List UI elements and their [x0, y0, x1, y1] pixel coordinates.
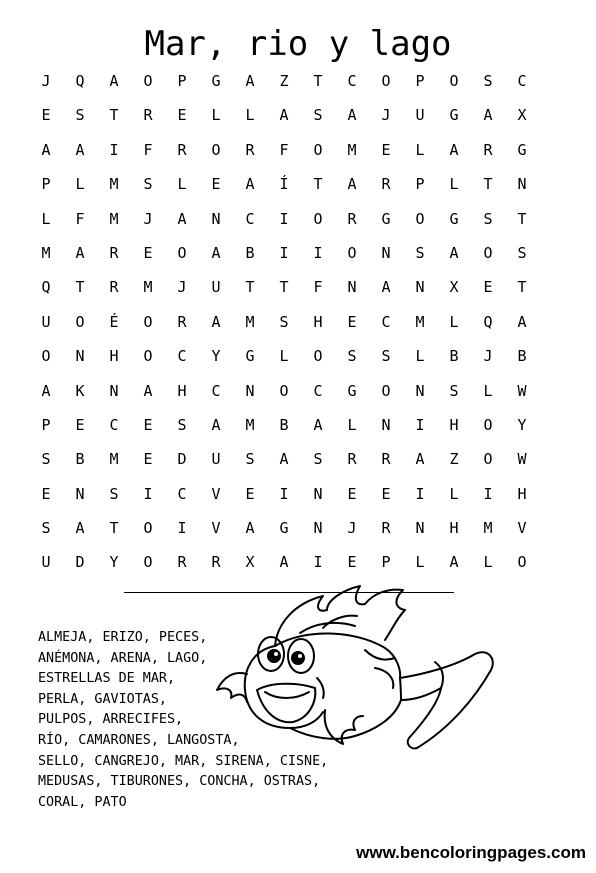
- grid-letter: U: [211, 278, 221, 297]
- grid-letter: T: [517, 209, 527, 228]
- grid-letter: L: [415, 347, 425, 366]
- grid-letter: O: [143, 519, 153, 538]
- grid-letter: Q: [483, 312, 493, 331]
- grid-letter: M: [245, 312, 255, 331]
- grid-letter: P: [415, 72, 425, 90]
- word-list-line: MEDUSAS, TIBURONES, CONCHA, OSTRAS,: [38, 774, 321, 790]
- grid-letter: T: [517, 278, 527, 297]
- word-list-line: RÍO, CAMARONES, LANGOSTA,: [38, 732, 240, 748]
- grid-letter: F: [313, 278, 323, 297]
- grid-letter: C: [177, 347, 187, 366]
- grid-letter: O: [347, 243, 357, 262]
- grid-letter: M: [415, 312, 425, 331]
- grid-letter: N: [109, 381, 119, 400]
- grid-letter: R: [347, 209, 357, 228]
- grid-letter: E: [75, 415, 85, 434]
- grid-letter: L: [41, 209, 51, 228]
- grid-letter: O: [313, 347, 323, 366]
- grid-letter: E: [245, 484, 255, 503]
- grid-letter: I: [279, 209, 289, 228]
- grid-letter: B: [75, 450, 85, 469]
- grid-letter: H: [313, 312, 323, 331]
- grid-letter: A: [177, 209, 187, 228]
- grid-letter: N: [415, 278, 425, 297]
- grid-letter: F: [279, 140, 289, 159]
- grid-letter: E: [41, 106, 51, 125]
- grid-letter: H: [449, 415, 459, 434]
- grid-letter: A: [211, 243, 221, 262]
- grid-letter: A: [143, 381, 153, 400]
- grid-letter: T: [75, 278, 85, 297]
- grid-letter: N: [415, 519, 425, 538]
- grid-letter: R: [381, 450, 391, 469]
- grid-letter: A: [279, 450, 289, 469]
- grid-letter: X: [245, 553, 255, 572]
- grid-letter: A: [41, 381, 51, 400]
- grid-letter: A: [483, 106, 493, 125]
- letter-grid: [29, 64, 539, 580]
- grid-letter: R: [177, 140, 187, 159]
- grid-letter: J: [381, 106, 391, 125]
- grid-letter: N: [381, 243, 391, 262]
- grid-letter: A: [517, 312, 527, 331]
- grid-letter: I: [483, 484, 493, 503]
- grid-letter: K: [75, 381, 85, 400]
- grid-letter: T: [279, 278, 289, 297]
- grid-letter: V: [211, 519, 221, 538]
- grid-letter: N: [313, 519, 323, 538]
- footer-url[interactable]: www.bencoloringpages.com: [356, 843, 586, 862]
- word-list-line: SELLO, CANGREJO, MAR, SIRENA, CISNE,: [38, 753, 329, 769]
- grid-letter: A: [41, 140, 51, 159]
- grid-letter: A: [449, 243, 459, 262]
- grid-letter: S: [75, 106, 85, 125]
- grid-letter: R: [177, 553, 187, 572]
- grid-letter: B: [279, 415, 289, 434]
- word-list-line: PULPOS, ARRECIFES,: [38, 712, 184, 728]
- grid-letter: S: [381, 347, 391, 366]
- grid-letter: M: [41, 243, 51, 262]
- grid-letter: A: [313, 415, 323, 434]
- grid-letter: B: [449, 347, 459, 366]
- fish-illustration: [205, 578, 505, 818]
- grid-letter: O: [143, 72, 153, 90]
- word-list-line: CORAL, PATO: [38, 794, 127, 810]
- grid-letter: S: [415, 243, 425, 262]
- grid-letter: V: [211, 484, 221, 503]
- grid-letter: C: [109, 415, 119, 434]
- grid-letter: R: [483, 140, 493, 159]
- grid-letter: I: [313, 243, 323, 262]
- grid-letter: A: [449, 140, 459, 159]
- grid-letter: S: [177, 415, 187, 434]
- grid-letter: O: [211, 140, 221, 159]
- grid-letter: E: [143, 450, 153, 469]
- grid-letter: A: [245, 519, 255, 538]
- grid-letter: E: [347, 484, 357, 503]
- grid-letter: E: [211, 175, 221, 194]
- word-list-line: ALMEJA, ERIZO, PECES,: [38, 630, 208, 645]
- grid-letter: L: [245, 106, 255, 125]
- grid-letter: G: [279, 519, 289, 538]
- grid-letter: M: [109, 450, 119, 469]
- grid-letter: C: [211, 381, 221, 400]
- grid-letter: C: [245, 209, 255, 228]
- grid-letter: G: [347, 381, 357, 400]
- grid-letter: J: [347, 519, 357, 538]
- grid-letter: O: [483, 450, 493, 469]
- grid-letter: E: [347, 312, 357, 331]
- grid-letter: O: [41, 347, 51, 366]
- grid-letter: O: [177, 243, 187, 262]
- grid-letter: A: [109, 72, 119, 90]
- grid-letter: C: [381, 312, 391, 331]
- grid-letter: E: [381, 484, 391, 503]
- grid-letter: M: [347, 140, 357, 159]
- grid-letter: I: [109, 140, 119, 159]
- grid-letter: E: [177, 106, 187, 125]
- grid-letter: S: [347, 347, 357, 366]
- grid-letter: M: [245, 415, 255, 434]
- grid-letter: I: [415, 484, 425, 503]
- grid-letter: E: [143, 415, 153, 434]
- grid-letter: J: [177, 278, 187, 297]
- grid-letter: S: [449, 381, 459, 400]
- grid-letter: O: [75, 312, 85, 331]
- grid-letter: L: [177, 175, 187, 194]
- grid-letter: S: [313, 450, 323, 469]
- grid-letter: E: [143, 243, 153, 262]
- grid-letter: N: [313, 484, 323, 503]
- grid-letter: O: [313, 140, 323, 159]
- grid-letter: C: [313, 381, 323, 400]
- grid-letter: L: [449, 175, 459, 194]
- grid-letter: J: [143, 209, 153, 228]
- grid-letter: O: [381, 381, 391, 400]
- grid-letter: S: [483, 72, 493, 90]
- grid-letter: F: [75, 209, 85, 228]
- grid-letter: W: [517, 450, 527, 469]
- grid-letter: M: [143, 278, 153, 297]
- grid-letter: L: [279, 347, 289, 366]
- grid-letter: R: [347, 450, 357, 469]
- grid-letter: N: [415, 381, 425, 400]
- grid-letter: B: [517, 347, 527, 366]
- page-title: Mar, rio y lago: [144, 24, 452, 64]
- grid-letter: J: [483, 347, 493, 366]
- grid-letter: M: [109, 175, 119, 194]
- grid-letter: O: [279, 381, 289, 400]
- grid-letter: G: [517, 140, 527, 159]
- grid-letter: O: [449, 72, 459, 90]
- grid-letter: I: [415, 415, 425, 434]
- grid-letter: L: [449, 312, 459, 331]
- grid-letter: Y: [211, 347, 221, 366]
- grid-letter: S: [279, 312, 289, 331]
- grid-letter: A: [75, 243, 85, 262]
- grid-letter: R: [109, 243, 119, 262]
- grid-letter: M: [109, 209, 119, 228]
- grid-letter: A: [347, 106, 357, 125]
- grid-letter: É: [109, 312, 119, 331]
- grid-letter: G: [381, 209, 391, 228]
- grid-letter: L: [75, 175, 85, 194]
- grid-letter: R: [177, 312, 187, 331]
- grid-letter: L: [211, 106, 221, 125]
- grid-letter: C: [177, 484, 187, 503]
- grid-letter: D: [75, 553, 85, 572]
- grid-letter: A: [211, 415, 221, 434]
- grid-letter: A: [279, 106, 289, 125]
- grid-letter: Q: [75, 72, 85, 90]
- grid-letter: Y: [517, 415, 527, 434]
- grid-letter: A: [381, 278, 391, 297]
- grid-letter: N: [75, 347, 85, 366]
- grid-letter: Q: [41, 278, 51, 297]
- grid-letter: R: [381, 519, 391, 538]
- grid-letter: D: [177, 450, 187, 469]
- word-list-line: PERLA, GAVIOTAS,: [38, 691, 167, 707]
- grid-letter: H: [177, 381, 187, 400]
- grid-letter: N: [381, 415, 391, 434]
- grid-letter: S: [41, 519, 51, 538]
- grid-letter: R: [109, 278, 119, 297]
- grid-letter: B: [245, 243, 255, 262]
- grid-letter: G: [211, 72, 221, 90]
- grid-letter: A: [449, 553, 459, 572]
- grid-letter: U: [211, 450, 221, 469]
- grid-letter: S: [483, 209, 493, 228]
- grid-letter: S: [245, 450, 255, 469]
- grid-letter: I: [177, 519, 187, 538]
- grid-letter: N: [75, 484, 85, 503]
- grid-letter: Y: [109, 553, 119, 572]
- grid-letter: I: [279, 484, 289, 503]
- grid-letter: M: [483, 519, 493, 538]
- grid-letter: F: [143, 140, 153, 159]
- word-list-line: ESTRELLAS DE MAR,: [38, 671, 176, 687]
- grid-letter: P: [381, 553, 391, 572]
- grid-letter: O: [313, 209, 323, 228]
- grid-letter: O: [143, 347, 153, 366]
- grid-letter: H: [109, 347, 119, 366]
- grid-letter: G: [449, 106, 459, 125]
- grid-letter: X: [449, 278, 459, 297]
- grid-letter: A: [245, 72, 255, 90]
- grid-letter: A: [347, 175, 357, 194]
- grid-letter: A: [211, 312, 221, 331]
- grid-letter: U: [41, 312, 51, 331]
- grid-letter: H: [517, 484, 527, 503]
- grid-letter: Í: [279, 175, 289, 194]
- word-list-line: ANÉMONA, ARENA, LAGO,: [38, 650, 208, 666]
- grid-letter: O: [143, 312, 153, 331]
- grid-letter: N: [245, 381, 255, 400]
- grid-letter: T: [483, 175, 493, 194]
- grid-letter: C: [517, 72, 527, 90]
- grid-letter: S: [109, 484, 119, 503]
- grid-letter: J: [41, 72, 51, 90]
- grid-letter: P: [41, 415, 51, 434]
- grid-letter: R: [381, 175, 391, 194]
- grid-letter: N: [517, 175, 527, 194]
- grid-letter: T: [109, 106, 119, 125]
- grid-letter: S: [143, 175, 153, 194]
- grid-letter: A: [75, 519, 85, 538]
- grid-letter: E: [381, 140, 391, 159]
- grid-letter: E: [483, 278, 493, 297]
- grid-letter: L: [347, 415, 357, 434]
- grid-letter: Z: [279, 72, 289, 90]
- grid-letter: N: [347, 278, 357, 297]
- grid-letter: A: [415, 450, 425, 469]
- grid-letter: P: [41, 175, 51, 194]
- grid-letter: T: [313, 175, 323, 194]
- grid-letter: L: [449, 484, 459, 503]
- grid-letter: Z: [449, 450, 459, 469]
- grid-letter: A: [245, 175, 255, 194]
- grid-letter: O: [381, 72, 391, 90]
- grid-letter: L: [483, 553, 493, 572]
- grid-letter: N: [211, 209, 221, 228]
- grid-letter: O: [483, 243, 493, 262]
- grid-letter: C: [347, 72, 357, 90]
- grid-letter: S: [41, 450, 51, 469]
- grid-letter: T: [313, 72, 323, 90]
- grid-letter: R: [211, 553, 221, 572]
- grid-letter: X: [517, 106, 527, 125]
- grid-letter: L: [415, 140, 425, 159]
- grid-letter: O: [143, 553, 153, 572]
- grid-letter: W: [517, 381, 527, 400]
- grid-letter: I: [279, 243, 289, 262]
- grid-letter: O: [415, 209, 425, 228]
- grid-letter: I: [143, 484, 153, 503]
- grid-letter: G: [245, 347, 255, 366]
- grid-letter: P: [177, 72, 187, 90]
- grid-letter: S: [517, 243, 527, 262]
- grid-letter: U: [41, 553, 51, 572]
- grid-letter: T: [245, 278, 255, 297]
- grid-letter: U: [415, 106, 425, 125]
- grid-letter: R: [245, 140, 255, 159]
- grid-letter: S: [313, 106, 323, 125]
- grid-letter: G: [449, 209, 459, 228]
- grid-letter: O: [483, 415, 493, 434]
- grid-letter: E: [347, 553, 357, 572]
- grid-letter: I: [313, 553, 323, 572]
- grid-letter: R: [143, 106, 153, 125]
- grid-letter: L: [415, 553, 425, 572]
- grid-letter: H: [449, 519, 459, 538]
- grid-letter: A: [279, 553, 289, 572]
- grid-letter: V: [517, 519, 527, 538]
- grid-letter: E: [41, 484, 51, 503]
- grid-letter: O: [517, 553, 527, 572]
- grid-letter: T: [109, 519, 119, 538]
- grid-letter: L: [483, 381, 493, 400]
- grid-letter: P: [415, 175, 425, 194]
- grid-letter: A: [75, 140, 85, 159]
